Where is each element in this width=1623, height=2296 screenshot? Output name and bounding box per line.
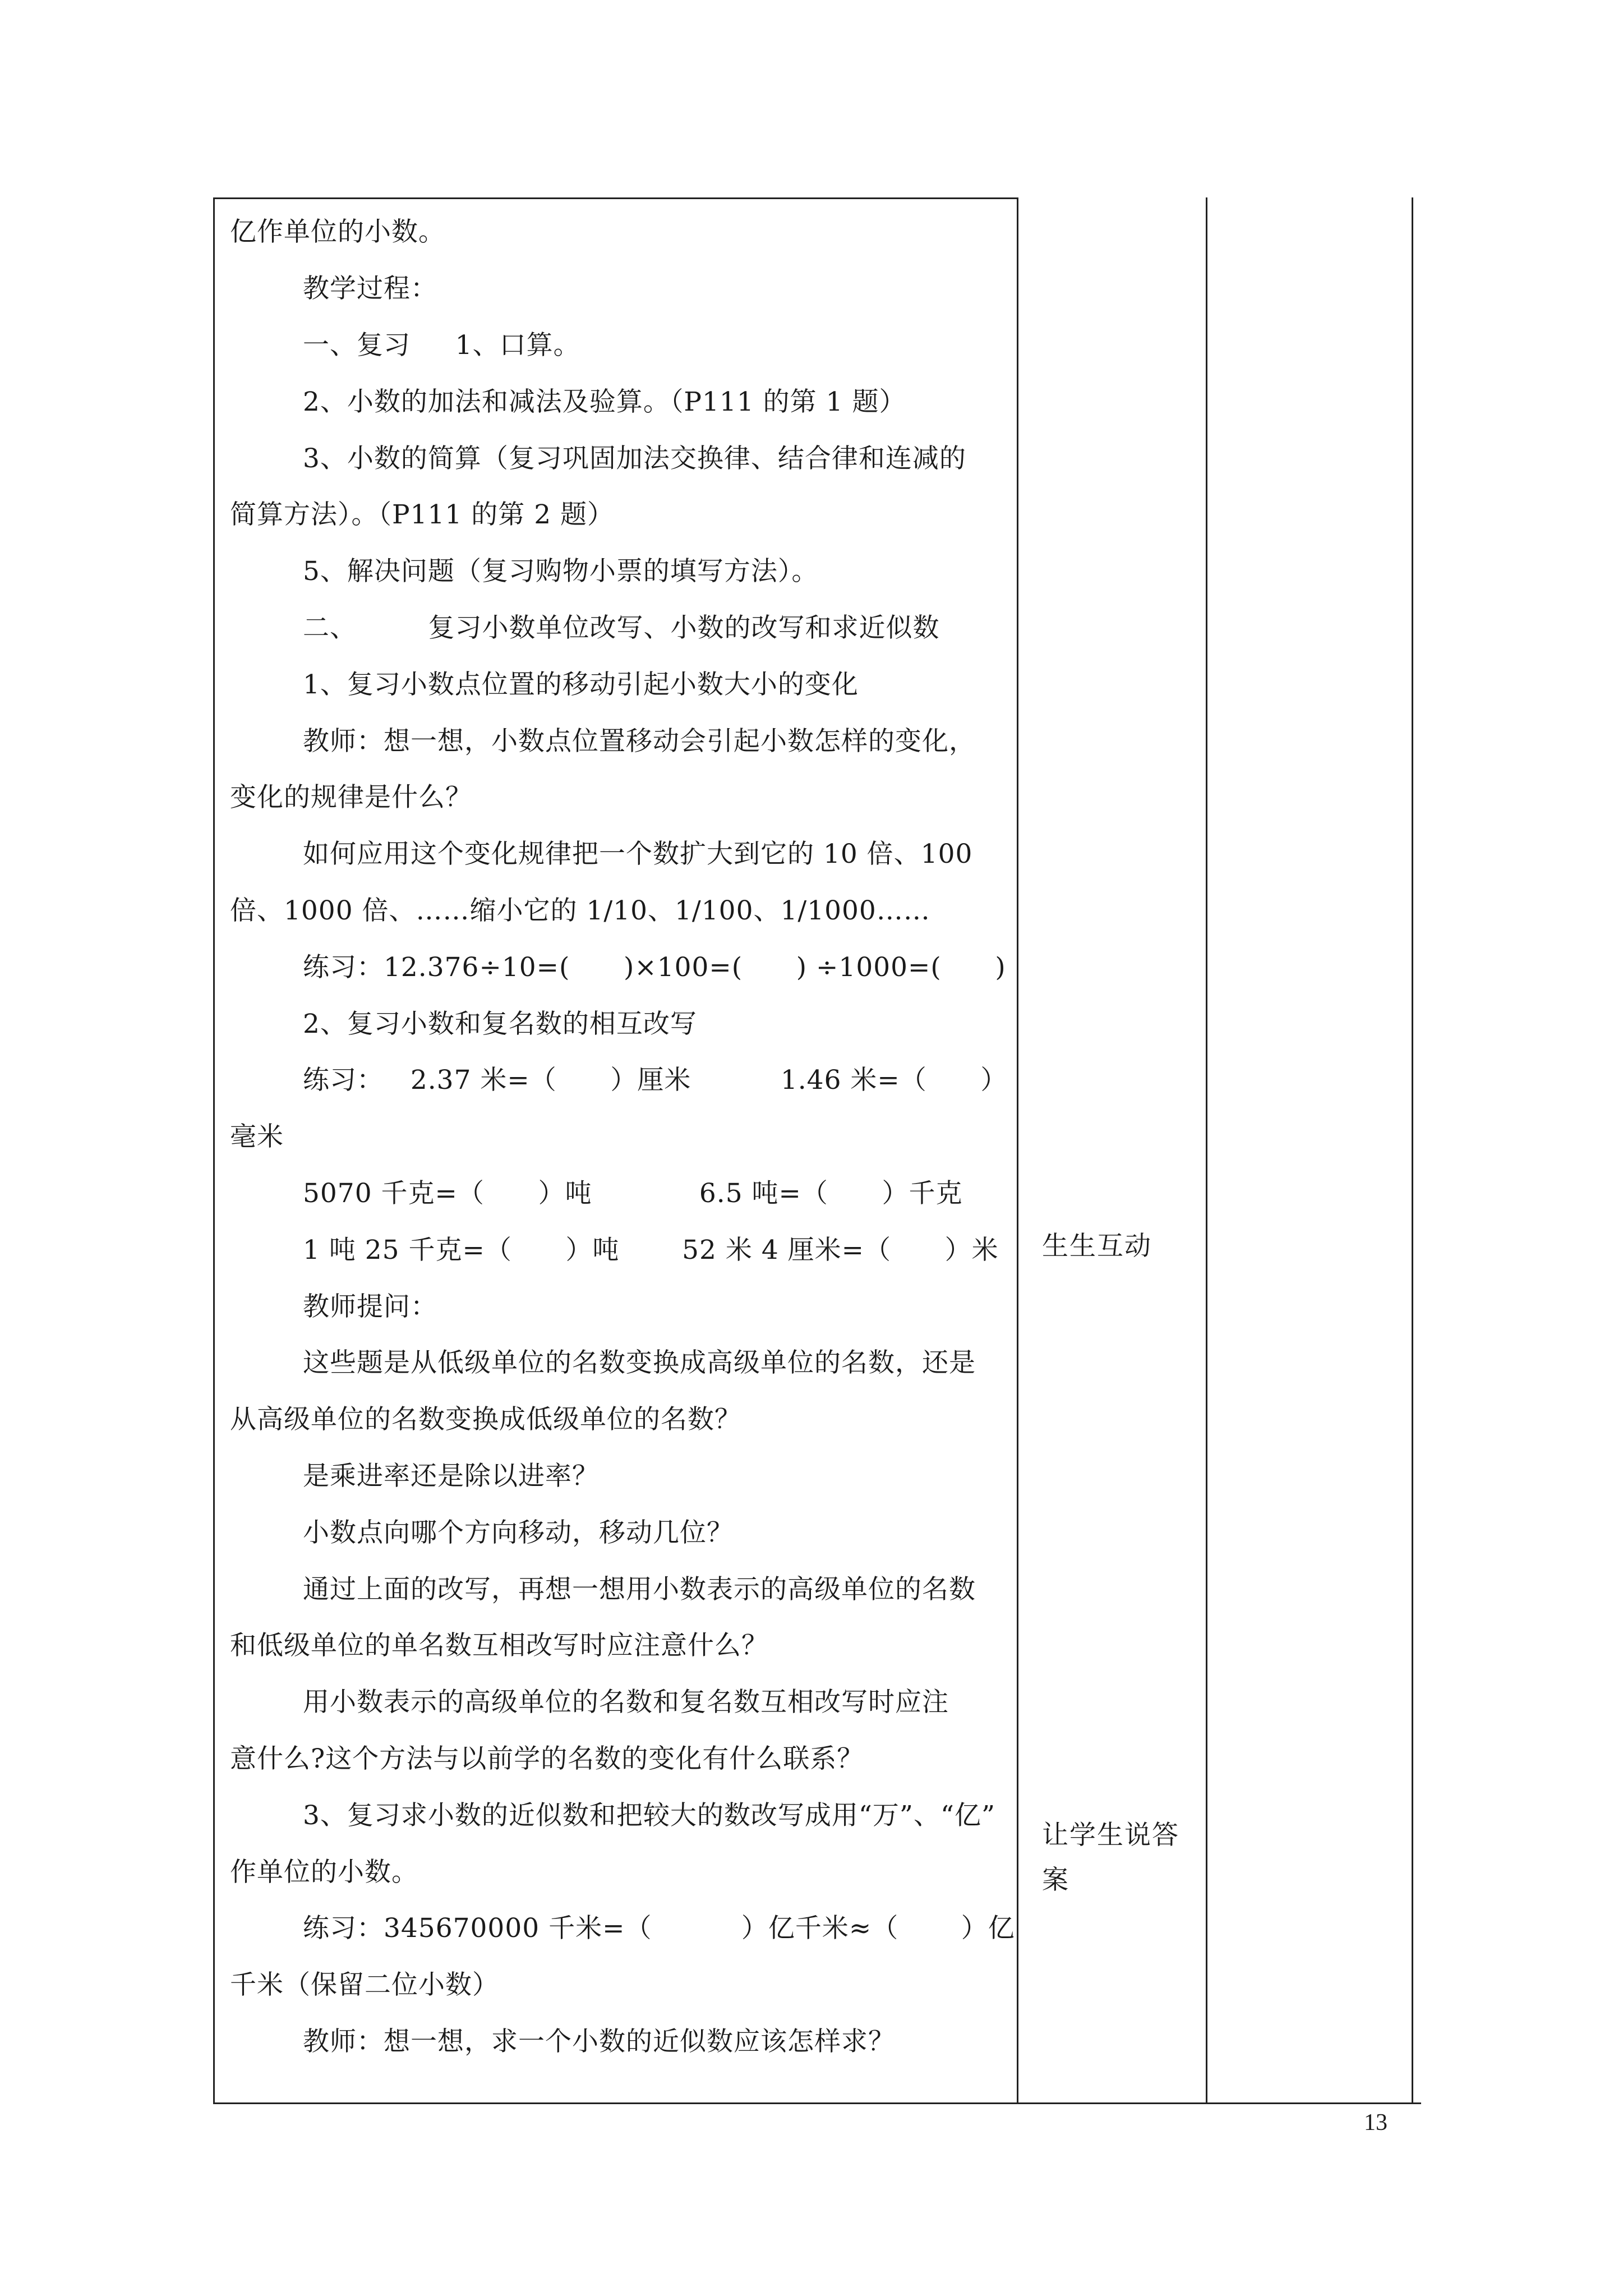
content-line: 意什么?这个方法与以前学的名数的变化有什么联系？ — [230, 1743, 864, 1774]
content-line: 教师：想一想，求一个小数的近似数应该怎样求？ — [303, 2026, 895, 2057]
side-note-peer-interaction: 生生互动 — [1042, 1231, 1152, 1262]
table-top-border — [213, 197, 1018, 199]
content-line: 3、复习求小数的近似数和把较大的数改写成用“万”、“亿” — [303, 1800, 996, 1831]
content-line: 亿作单位的小数。 — [230, 217, 445, 247]
content-line: 一、复习 1、口算。 — [303, 330, 580, 361]
content-line: 5、解决问题（复习购物小票的填写方法）。 — [303, 556, 819, 587]
side-note-student-answer-line2: 案 — [1042, 1865, 1069, 1895]
content-line: 毫米 — [230, 1121, 284, 1152]
page-number: 13 — [1364, 2110, 1387, 2136]
lesson-content-cell — [220, 201, 1016, 2102]
content-line: 简算方法）。（P111 的第 2 题） — [230, 499, 615, 530]
content-line: 练习： 2.37 米=（ ）厘米 1.46 米=（ ） — [303, 1065, 1008, 1096]
content-line: 倍、1000 倍、……缩小它的 1/10、1/100、1/1000…… — [230, 895, 930, 926]
content-line: 3、小数的简算（复习巩固加法交换律、结合律和连减的 — [303, 443, 966, 474]
content-line: 教学过程： — [303, 273, 437, 304]
content-line: 用小数表示的高级单位的名数和复名数互相改写时应注 — [303, 1687, 949, 1718]
content-line: 小数点向哪个方向移动，移动几位？ — [303, 1517, 734, 1548]
content-line: 作单位的小数。 — [230, 1857, 418, 1888]
content-line: 和低级单位的单名数互相改写时应注意什么？ — [230, 1630, 768, 1661]
content-line: 通过上面的改写，再想一想用小数表示的高级单位的名数 — [303, 1574, 976, 1605]
content-line: 从高级单位的名数变换成低级单位的名数？ — [230, 1404, 741, 1435]
column-divider-1 — [1017, 197, 1018, 2104]
content-line: 1、复习小数点位置的移动引起小数大小的变化 — [303, 669, 859, 700]
content-line: 教师提问： — [303, 1291, 437, 1322]
content-line: 如何应用这个变化规律把一个数扩大到它的 10 倍、100 — [303, 839, 973, 869]
content-line: 练习：345670000 千米=（ ）亿千米≈（ ）亿 — [303, 1913, 1015, 1944]
content-line: 变化的规律是什么？ — [230, 782, 472, 813]
content-line: 教师：想一想，小数点位置移动会引起小数怎样的变化， — [303, 726, 976, 757]
content-line: 千米（保留二位小数） — [230, 1970, 499, 2000]
content-line: 5070 千克=（ ）吨 6.5 吨=（ ）千克 — [303, 1178, 963, 1209]
content-line: 2、复习小数和复名数的相互改写 — [303, 1009, 697, 1039]
table-right-border — [1412, 197, 1413, 2104]
content-line: 是乘进率还是除以进率？ — [303, 1461, 599, 1492]
side-note-student-answer-line1: 让学生说答 — [1042, 1820, 1179, 1851]
table-left-border — [213, 197, 215, 2104]
content-line: 2、小数的加法和减法及验算。（P111 的第 1 题） — [303, 386, 906, 417]
content-line: 1 吨 25 千克=（ ）吨 52 米 4 厘米=（ ）米 — [303, 1235, 999, 1266]
column-divider-2 — [1206, 197, 1207, 2104]
content-line: 这些题是从低级单位的名数变换成高级单位的名数，还是 — [303, 1347, 976, 1378]
table-bottom-border — [213, 2102, 1421, 2104]
content-line: 练习：12.376÷10=( )×100=( ) ÷1000=( ) — [303, 952, 1006, 983]
content-line: 二、 复习小数单位改写、小数的改写和求近似数 — [303, 613, 940, 643]
